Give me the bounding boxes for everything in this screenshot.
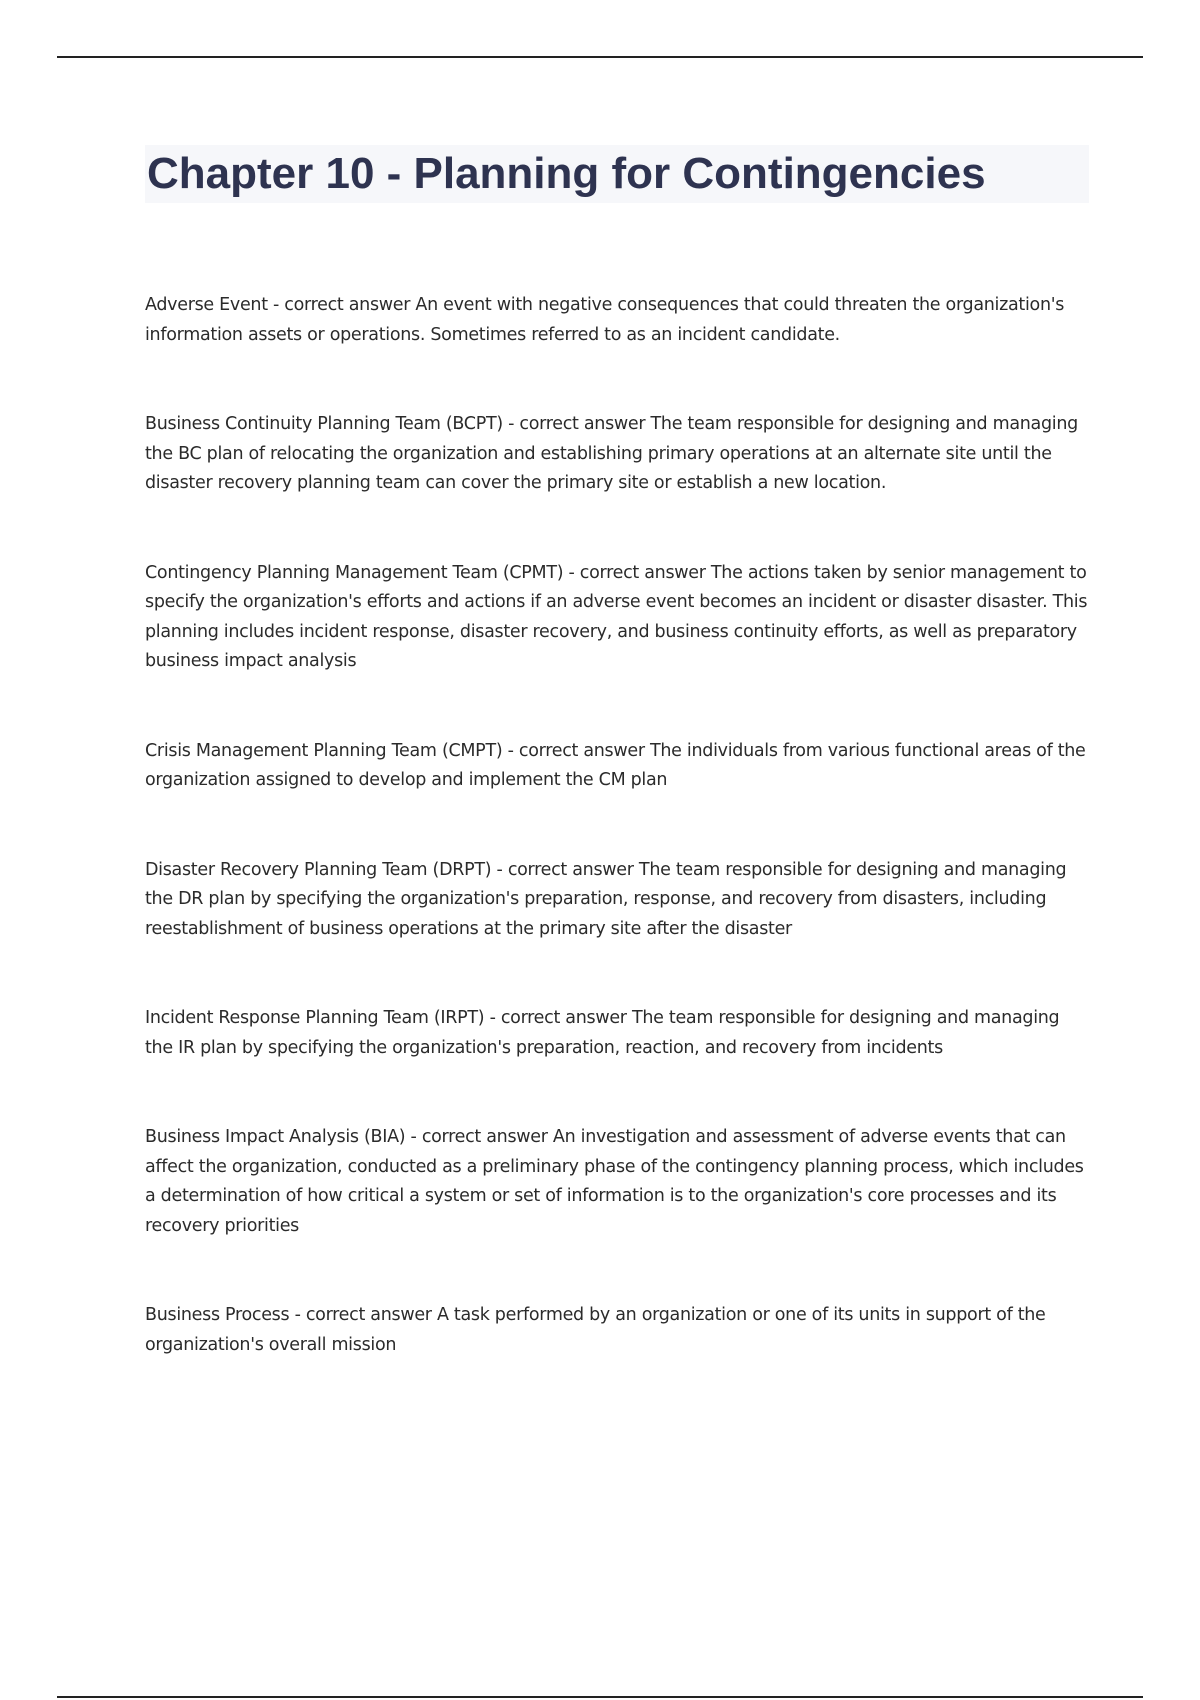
entry-cpmt: Contingency Planning Management Team (CPMT) - correct answer The actions taken by senior management to specify the organization's efforts and actions if an adverse event becomes an incident or disaster disaster. This planning includes incident response, disaster recovery, and business continuity efforts, as well as preparatory business impact analysis xyxy=(145,562,1088,671)
entry-irpt: Incident Response Planning Team (IRPT) - correct answer The team responsible for designing and managing the IR plan by specifying the organization's preparation, reaction, and recovery from incidents xyxy=(145,1008,1060,1058)
page-title: Chapter 10 - Planning for Contingencies xyxy=(147,149,986,198)
entry-adverse-event: Adverse Event - correct answer An event with negative consequences that could threaten the organization's information assets or operations. Sometimes referred to as an incident candidate. xyxy=(145,295,1065,345)
title-banner xyxy=(145,145,1089,203)
entry-list xyxy=(145,291,1090,1420)
bottom-rule xyxy=(57,1696,1143,1698)
top-rule xyxy=(57,56,1143,58)
entry-bia: Business Impact Analysis (BIA) - correct answer An investigation and assessment of adverse events that can affect the organization, conducted as a preliminary phase of the contingency planning process, which includes a determination of how critical a system or set of information is to the organization's core processes and its recovery priorities xyxy=(145,1127,1084,1236)
entry-bcpt: Business Continuity Planning Team (BCPT) - correct answer The team responsible for designing and managing the BC plan of relocating the organization and establishing primary operations at an alternate site until the disaster recovery planning team can cover the primary site or establish a new location. xyxy=(145,414,1078,493)
entry-business-process: Business Process - correct answer A task performed by an organization or one of its units in support of the organization's overall mission xyxy=(145,1305,1046,1355)
entry-cmpt: Crisis Management Planning Team (CMPT) - correct answer The individuals from various functional areas of the organization assigned to develop and implement the CM plan xyxy=(145,740,1086,790)
entry-drpt: Disaster Recovery Planning Team (DRPT) - correct answer The team responsible for designing and managing the DR plan by specifying the organization's preparation, response, and recovery from disasters, including reestablishment of business operations at the primary site after the disaster xyxy=(145,859,1067,939)
